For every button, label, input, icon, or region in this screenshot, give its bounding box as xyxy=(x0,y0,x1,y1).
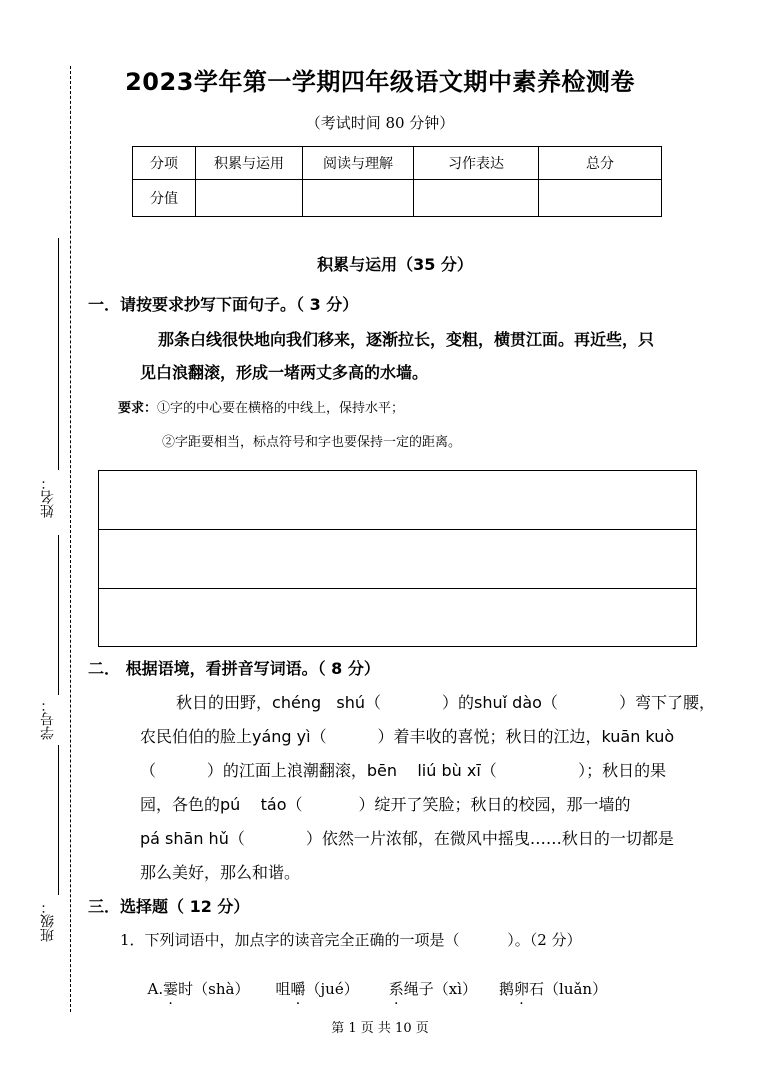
q2-line-1 xyxy=(176,690,715,713)
pinyin-shuidao: shuǐ dào xyxy=(474,693,542,712)
option-a-word-4[interactable]: 鹅卵石（luǎn） xyxy=(499,980,608,998)
exam-duration: （考试时间 80 分钟） xyxy=(305,114,455,132)
question-3-heading: 三．选择题（ 12 分） xyxy=(88,897,250,916)
q3-item-1: 1．下列词语中，加点字的读音完全正确的一项是（ ）。（2 分） xyxy=(120,931,582,949)
number-line-top xyxy=(58,535,59,695)
pinyin-pashanhu: pá shān hǔ xyxy=(140,829,229,848)
score-cell-accumulation[interactable] xyxy=(196,180,303,217)
pinyin-kuankuo: kuān kuò xyxy=(601,727,675,746)
q1-sentence-line1: 那条白线很快地向我们移来，逐渐拉长，变粗，横贯江面。再近些，只 xyxy=(158,330,655,349)
q2-line-4 xyxy=(140,792,630,815)
option-a-word-3[interactable]: 系绳子（xì） xyxy=(388,980,477,998)
q2-text: 农民伯伯的脸上 xyxy=(140,727,253,746)
writing-line[interactable] xyxy=(99,530,696,589)
answer-blank[interactable]: （ ）依然一片浓郁，在微风中摇曳……秋日的一切都是 xyxy=(228,829,674,848)
answer-blank[interactable]: （ ）着丰收的喜悦；秋日的江边， xyxy=(310,727,602,746)
pinyin-yangyi: yáng yì xyxy=(252,727,311,746)
pinyin-putao: pú táo xyxy=(220,795,287,814)
class-label: 班级： xyxy=(40,900,56,942)
q3-option-row xyxy=(138,960,607,999)
score-cell-reading[interactable] xyxy=(303,180,414,217)
answer-blank[interactable]: （ ）绽开了笑脸；秋日的校园，那一墙的 xyxy=(286,795,631,814)
binding-dashed-line xyxy=(70,66,71,1012)
name-label: 姓名： xyxy=(40,476,56,518)
answer-blank[interactable]: （ ）的 xyxy=(364,693,475,712)
q1-sentence-line2: 见白浪翻滚，形成一堵两丈多高的水墙。 xyxy=(140,363,429,382)
score-header-accumulation: 积累与运用 xyxy=(196,147,303,180)
requirement-1: ①字的中心要在横格的中线上，保持水平； xyxy=(157,401,405,416)
score-cell-total[interactable] xyxy=(539,180,662,217)
requirement-2: ②字距要相当，标点符号和字也要保持一定的距离。 xyxy=(162,435,462,450)
question-1-heading: 一．请按要求抄写下面句子。（ 3 分） xyxy=(88,295,359,314)
score-header-total: 总分 xyxy=(539,147,662,180)
page-footer: 第 1 页 共 10 页 xyxy=(331,1021,429,1036)
answer-blank[interactable]: （ ）；秋日的果 xyxy=(480,761,667,780)
score-row-label: 分值 xyxy=(133,180,196,217)
pinyin-chengshu: chéng shú xyxy=(272,693,365,712)
pinyin-benliubuxi: bēn liú bù xī xyxy=(366,761,481,780)
copy-writing-box[interactable] xyxy=(98,470,697,647)
option-a-word-2[interactable]: 咀嚼（jué） xyxy=(275,980,359,998)
score-header-item: 分项 xyxy=(133,147,196,180)
score-header-reading: 阅读与理解 xyxy=(303,147,414,180)
number-line[interactable] xyxy=(58,745,59,895)
requirement-label: 要求： xyxy=(118,401,158,416)
q2-text: 秋日的田野， xyxy=(176,693,273,712)
score-header-writing: 习作表达 xyxy=(414,147,539,180)
writing-line[interactable] xyxy=(99,589,696,647)
q2-line-2 xyxy=(140,724,674,747)
answer-blank[interactable]: （ ）的江面上浪潮翻滚， xyxy=(140,761,367,780)
score-table xyxy=(132,146,662,217)
student-number-label: 学号： xyxy=(40,698,56,740)
answer-blank[interactable]: （ ）弯下了腰， xyxy=(541,693,715,712)
q2-line-5 xyxy=(140,826,674,849)
writing-line[interactable] xyxy=(99,471,696,530)
section-heading: 积累与运用（35 分） xyxy=(317,255,473,274)
q2-line-6: 那么美好，那么和谐。 xyxy=(140,863,301,882)
option-a-word-1[interactable]: A.霎时（shà） xyxy=(147,980,250,998)
page-title: 2023学年第一学期四年级语文期中素养检测卷 xyxy=(125,68,635,96)
q2-text: 园，各色的 xyxy=(140,795,221,814)
question-2-heading: 二． 根据语境，看拼音写词语。（ 8 分） xyxy=(88,659,380,678)
score-cell-writing[interactable] xyxy=(414,180,539,217)
q2-line-3 xyxy=(140,758,666,781)
